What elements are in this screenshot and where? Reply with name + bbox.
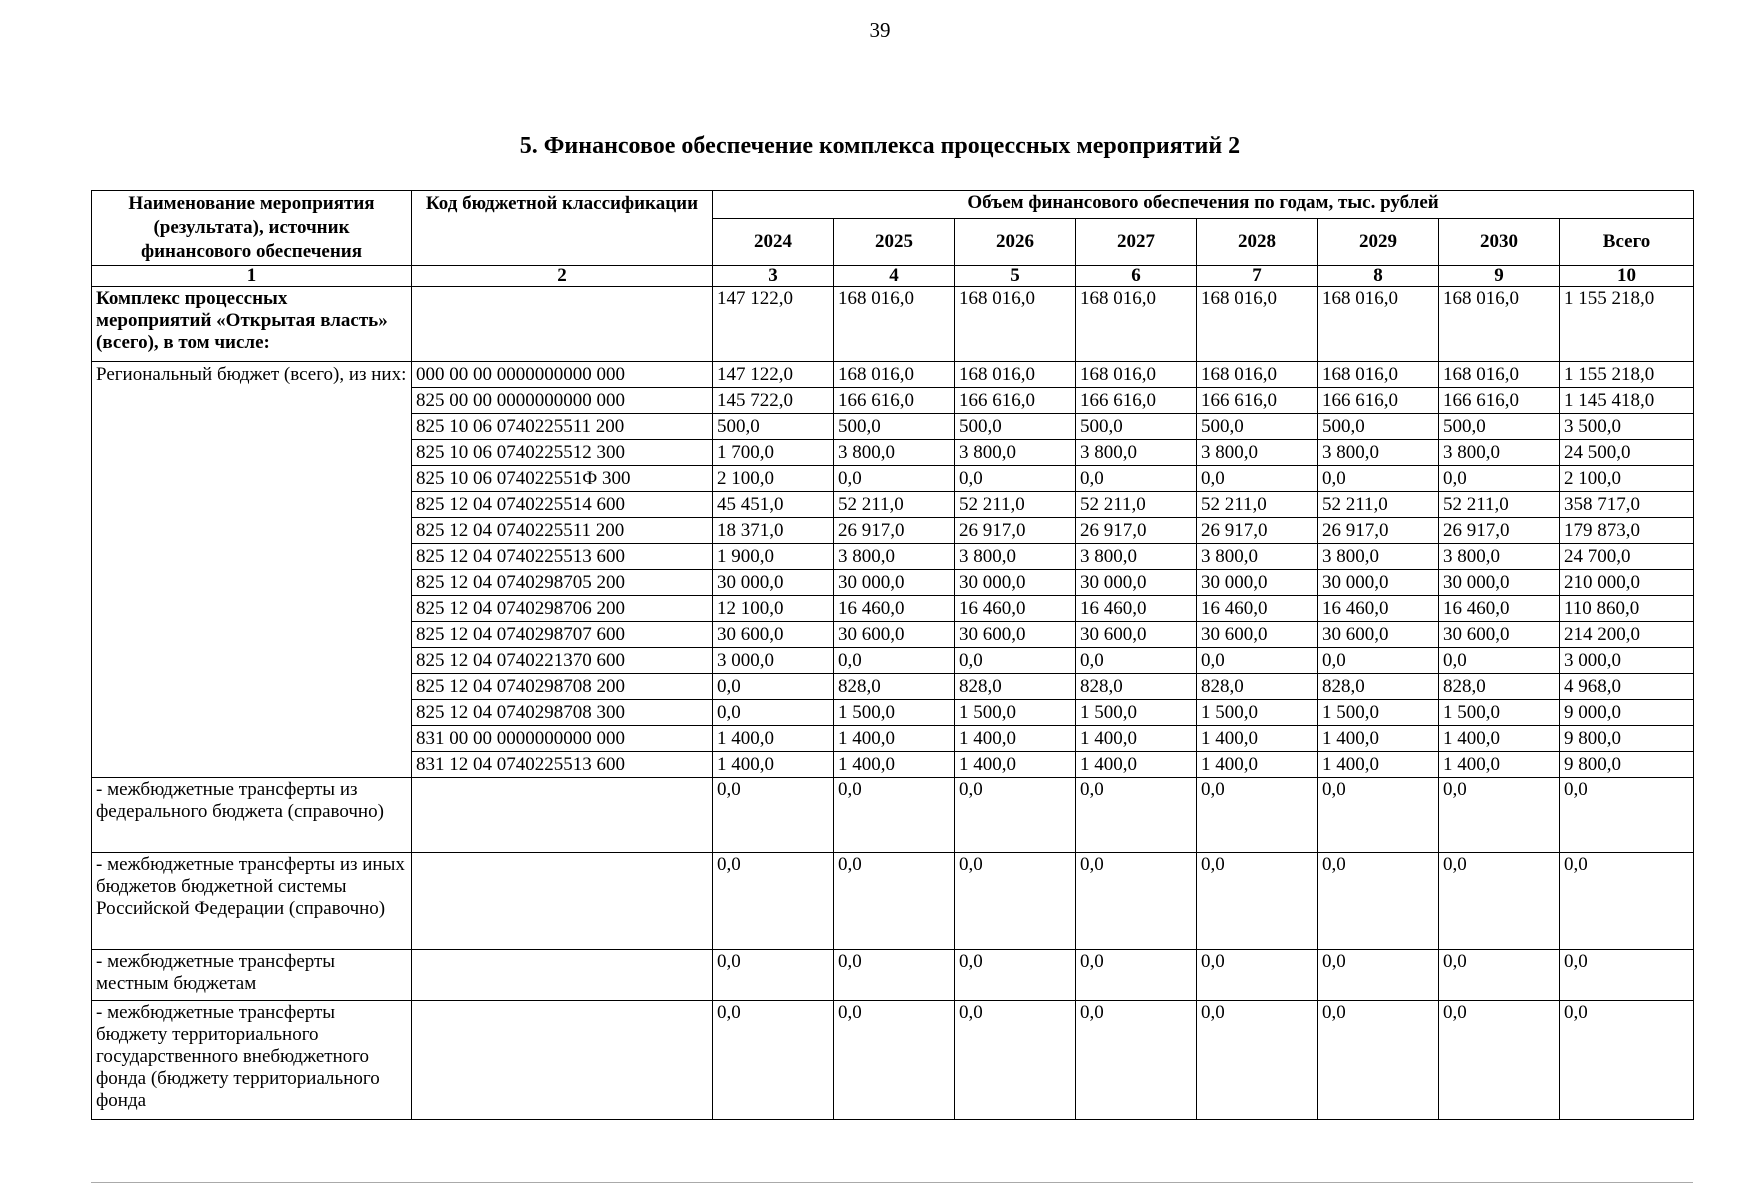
value-cell: 24 700,0 xyxy=(1560,544,1694,570)
budget-code: 831 00 00 0000000000 000 xyxy=(412,726,713,752)
value-cell: 18 371,0 xyxy=(713,518,834,544)
value-cell: 45 451,0 xyxy=(713,492,834,518)
value-cell: 3 800,0 xyxy=(1076,544,1197,570)
value-cell: 26 917,0 xyxy=(955,518,1076,544)
value-cell: 168 016,0 xyxy=(1076,287,1197,362)
value-cell: 166 616,0 xyxy=(1076,388,1197,414)
column-number: 1 xyxy=(92,266,412,287)
table-row xyxy=(92,362,1694,388)
budget-code: 825 12 04 0740298707 600 xyxy=(412,622,713,648)
value-cell: 500,0 xyxy=(834,414,955,440)
value-cell: 0,0 xyxy=(1318,466,1439,492)
value-cell: 1 400,0 xyxy=(1318,726,1439,752)
value-cell: 500,0 xyxy=(1197,414,1318,440)
value-cell: 0,0 xyxy=(1076,853,1197,950)
value-cell: 0,0 xyxy=(1197,950,1318,1001)
value-cell: 0,0 xyxy=(1076,1001,1197,1120)
transfer-name: - межбюджетные трансферты из иных бюджетов бюджетной системы Российской Федерации (справочно) xyxy=(92,853,412,950)
value-cell: 500,0 xyxy=(1318,414,1439,440)
value-cell: 0,0 xyxy=(1439,778,1560,853)
value-cell: 500,0 xyxy=(713,414,834,440)
budget-code: 825 12 04 0740225511 200 xyxy=(412,518,713,544)
column-number: 5 xyxy=(955,266,1076,287)
value-cell: 16 460,0 xyxy=(1318,596,1439,622)
value-cell: 210 000,0 xyxy=(1560,570,1694,596)
value-cell: 0,0 xyxy=(955,853,1076,950)
value-cell: 1 500,0 xyxy=(1439,700,1560,726)
value-cell: 0,0 xyxy=(1439,1001,1560,1120)
complex-name: Комплекс процессных мероприятий «Открытая власть» (всего), в том числе: xyxy=(92,287,412,362)
budget-code: 000 00 00 0000000000 000 xyxy=(412,362,713,388)
header-name: Наименование мероприятия (результата), источник финансового обеспечения xyxy=(92,191,412,266)
value-cell: 166 616,0 xyxy=(1318,388,1439,414)
value-cell: 30 600,0 xyxy=(1197,622,1318,648)
value-cell: 0,0 xyxy=(834,950,955,1001)
value-cell: 145 722,0 xyxy=(713,388,834,414)
value-cell: 0,0 xyxy=(1076,466,1197,492)
value-cell: 1 500,0 xyxy=(955,700,1076,726)
value-cell: 0,0 xyxy=(1318,853,1439,950)
value-cell: 0,0 xyxy=(1439,466,1560,492)
budget-code: 825 12 04 0740298708 200 xyxy=(412,674,713,700)
value-cell: 0,0 xyxy=(955,648,1076,674)
value-cell: 30 600,0 xyxy=(1076,622,1197,648)
value-cell: 3 800,0 xyxy=(955,440,1076,466)
value-cell: 30 600,0 xyxy=(1318,622,1439,648)
value-cell: 9 800,0 xyxy=(1560,726,1694,752)
value-cell: 168 016,0 xyxy=(1318,362,1439,388)
value-cell: 0,0 xyxy=(713,853,834,950)
value-cell: 9 000,0 xyxy=(1560,700,1694,726)
budget-code: 825 10 06 0740225512 300 xyxy=(412,440,713,466)
value-cell: 0,0 xyxy=(1439,648,1560,674)
value-cell: 0,0 xyxy=(1560,950,1694,1001)
transfer-row xyxy=(92,950,1694,1001)
header-year: 2029 xyxy=(1318,219,1439,266)
value-cell: 1 400,0 xyxy=(834,752,955,778)
value-cell: 168 016,0 xyxy=(1439,287,1560,362)
value-cell: 26 917,0 xyxy=(1197,518,1318,544)
value-cell: 3 800,0 xyxy=(955,544,1076,570)
budget-code: 825 10 06 074022551Ф 300 xyxy=(412,466,713,492)
value-cell: 3 800,0 xyxy=(834,544,955,570)
value-cell: 1 400,0 xyxy=(1439,726,1560,752)
value-cell: 0,0 xyxy=(955,466,1076,492)
value-cell: 1 400,0 xyxy=(955,752,1076,778)
value-cell: 3 800,0 xyxy=(1318,544,1439,570)
value-cell: 0,0 xyxy=(1439,950,1560,1001)
value-cell: 166 616,0 xyxy=(955,388,1076,414)
value-cell: 1 500,0 xyxy=(1197,700,1318,726)
value-cell: 0,0 xyxy=(955,778,1076,853)
value-cell: 30 000,0 xyxy=(955,570,1076,596)
code-cell-empty xyxy=(412,950,713,1001)
value-cell: 0,0 xyxy=(713,674,834,700)
value-cell: 3 800,0 xyxy=(1318,440,1439,466)
value-cell: 0,0 xyxy=(834,1001,955,1120)
code-cell-empty xyxy=(412,778,713,853)
header-year: 2027 xyxy=(1076,219,1197,266)
value-cell: 168 016,0 xyxy=(834,287,955,362)
transfer-name: - межбюджетные трансферты бюджету территориального государственного внебюджетного фонда (бюджету территориального фонда xyxy=(92,1001,412,1120)
header-volume: Объем финансового обеспечения по годам, тыс. рублей xyxy=(713,191,1694,219)
value-cell: 30 000,0 xyxy=(713,570,834,596)
value-cell: 52 211,0 xyxy=(955,492,1076,518)
value-cell: 0,0 xyxy=(1197,1001,1318,1120)
value-cell: 0,0 xyxy=(834,853,955,950)
value-cell: 0,0 xyxy=(1076,648,1197,674)
value-cell: 168 016,0 xyxy=(1439,362,1560,388)
value-cell: 0,0 xyxy=(1197,778,1318,853)
transfer-row xyxy=(92,853,1694,950)
value-cell: 0,0 xyxy=(1197,648,1318,674)
value-cell: 26 917,0 xyxy=(1439,518,1560,544)
header-year: 2030 xyxy=(1439,219,1560,266)
value-cell: 0,0 xyxy=(834,466,955,492)
value-cell: 16 460,0 xyxy=(1439,596,1560,622)
value-cell: 168 016,0 xyxy=(1197,287,1318,362)
code-cell-empty xyxy=(412,1001,713,1120)
value-cell: 0,0 xyxy=(955,950,1076,1001)
value-cell: 1 400,0 xyxy=(1197,752,1318,778)
value-cell: 0,0 xyxy=(1318,648,1439,674)
value-cell: 3 800,0 xyxy=(1439,544,1560,570)
value-cell: 30 000,0 xyxy=(1076,570,1197,596)
header-code: Код бюджетной классификации xyxy=(412,191,713,266)
value-cell: 168 016,0 xyxy=(955,362,1076,388)
value-cell: 214 200,0 xyxy=(1560,622,1694,648)
value-cell: 168 016,0 xyxy=(834,362,955,388)
column-number: 7 xyxy=(1197,266,1318,287)
value-cell: 0,0 xyxy=(713,1001,834,1120)
value-cell: 0,0 xyxy=(1560,853,1694,950)
value-cell: 828,0 xyxy=(1318,674,1439,700)
value-cell: 0,0 xyxy=(1197,466,1318,492)
value-cell: 30 600,0 xyxy=(713,622,834,648)
value-cell: 3 800,0 xyxy=(1439,440,1560,466)
value-cell: 168 016,0 xyxy=(1076,362,1197,388)
value-cell: 3 500,0 xyxy=(1560,414,1694,440)
value-cell: 1 400,0 xyxy=(1076,752,1197,778)
value-cell: 52 211,0 xyxy=(1318,492,1439,518)
budget-code: 825 12 04 0740225514 600 xyxy=(412,492,713,518)
value-cell: 30 000,0 xyxy=(1197,570,1318,596)
value-cell: 828,0 xyxy=(955,674,1076,700)
value-cell: 52 211,0 xyxy=(1197,492,1318,518)
value-cell: 16 460,0 xyxy=(1197,596,1318,622)
value-cell: 1 900,0 xyxy=(713,544,834,570)
value-cell: 1 400,0 xyxy=(955,726,1076,752)
budget-code: 825 00 00 0000000000 000 xyxy=(412,388,713,414)
value-cell: 24 500,0 xyxy=(1560,440,1694,466)
value-cell: 828,0 xyxy=(834,674,955,700)
value-cell: 0,0 xyxy=(1197,853,1318,950)
value-cell: 30 600,0 xyxy=(955,622,1076,648)
value-cell: 1 155 218,0 xyxy=(1560,362,1694,388)
column-number: 6 xyxy=(1076,266,1197,287)
value-cell: 828,0 xyxy=(1439,674,1560,700)
value-cell: 500,0 xyxy=(1439,414,1560,440)
value-cell: 0,0 xyxy=(1318,1001,1439,1120)
budget-code: 825 12 04 0740298708 300 xyxy=(412,700,713,726)
value-cell: 26 917,0 xyxy=(1318,518,1439,544)
value-cell: 1 500,0 xyxy=(834,700,955,726)
value-cell: 500,0 xyxy=(1076,414,1197,440)
financing-table xyxy=(91,190,1694,1120)
code-cell-empty xyxy=(412,853,713,950)
value-cell: 52 211,0 xyxy=(1076,492,1197,518)
value-cell: 30 000,0 xyxy=(834,570,955,596)
value-cell: 0,0 xyxy=(834,648,955,674)
value-cell: 110 860,0 xyxy=(1560,596,1694,622)
value-cell: 1 500,0 xyxy=(1076,700,1197,726)
value-cell: 2 100,0 xyxy=(713,466,834,492)
budget-code: 831 12 04 0740225513 600 xyxy=(412,752,713,778)
budget-code: 825 12 04 0740298706 200 xyxy=(412,596,713,622)
transfer-name: - межбюджетные трансферты местным бюджетам xyxy=(92,950,412,1001)
value-cell: 1 400,0 xyxy=(1197,726,1318,752)
column-number: 10 xyxy=(1560,266,1694,287)
value-cell: 0,0 xyxy=(1439,853,1560,950)
column-number: 2 xyxy=(412,266,713,287)
page-number: 39 xyxy=(869,18,891,42)
value-cell: 828,0 xyxy=(1197,674,1318,700)
value-cell: 0,0 xyxy=(1076,778,1197,853)
value-cell: 1 400,0 xyxy=(713,752,834,778)
column-number: 3 xyxy=(713,266,834,287)
value-cell: 0,0 xyxy=(1560,1001,1694,1120)
value-cell: 1 155 218,0 xyxy=(1560,287,1694,362)
value-cell: 147 122,0 xyxy=(713,362,834,388)
value-cell: 0,0 xyxy=(713,950,834,1001)
value-cell: 3 800,0 xyxy=(1197,440,1318,466)
header-year: 2024 xyxy=(713,219,834,266)
value-cell: 1 400,0 xyxy=(834,726,955,752)
header-year: 2026 xyxy=(955,219,1076,266)
value-cell: 12 100,0 xyxy=(713,596,834,622)
value-cell: 1 400,0 xyxy=(1439,752,1560,778)
value-cell: 1 400,0 xyxy=(1318,752,1439,778)
transfer-row xyxy=(92,1001,1694,1120)
value-cell: 0,0 xyxy=(1318,778,1439,853)
value-cell: 358 717,0 xyxy=(1560,492,1694,518)
value-cell: 3 000,0 xyxy=(1560,648,1694,674)
header-year: 2028 xyxy=(1197,219,1318,266)
budget-code: 825 12 04 0740221370 600 xyxy=(412,648,713,674)
value-cell: 500,0 xyxy=(955,414,1076,440)
budget-code: 825 12 04 0740225513 600 xyxy=(412,544,713,570)
value-cell: 52 211,0 xyxy=(1439,492,1560,518)
header-total: Всего xyxy=(1560,219,1694,266)
value-cell: 166 616,0 xyxy=(834,388,955,414)
value-cell: 3 800,0 xyxy=(834,440,955,466)
value-cell: 168 016,0 xyxy=(955,287,1076,362)
column-number: 9 xyxy=(1439,266,1560,287)
budget-code: 825 12 04 0740298705 200 xyxy=(412,570,713,596)
value-cell: 30 600,0 xyxy=(834,622,955,648)
value-cell: 52 211,0 xyxy=(834,492,955,518)
value-cell: 16 460,0 xyxy=(955,596,1076,622)
value-cell: 166 616,0 xyxy=(1439,388,1560,414)
value-cell: 168 016,0 xyxy=(1197,362,1318,388)
value-cell: 0,0 xyxy=(1076,950,1197,1001)
regional-budget-name: Региональный бюджет (всего), из них: xyxy=(92,362,412,778)
header-year: 2025 xyxy=(834,219,955,266)
value-cell: 3 800,0 xyxy=(1076,440,1197,466)
value-cell: 1 400,0 xyxy=(1076,726,1197,752)
value-cell: 3 000,0 xyxy=(713,648,834,674)
value-cell: 30 000,0 xyxy=(1439,570,1560,596)
value-cell: 166 616,0 xyxy=(1197,388,1318,414)
transfer-row xyxy=(92,778,1694,853)
complex-total-row xyxy=(92,287,1694,362)
value-cell: 0,0 xyxy=(834,778,955,853)
value-cell: 168 016,0 xyxy=(1318,287,1439,362)
value-cell: 1 145 418,0 xyxy=(1560,388,1694,414)
value-cell: 1 700,0 xyxy=(713,440,834,466)
value-cell: 4 968,0 xyxy=(1560,674,1694,700)
value-cell: 26 917,0 xyxy=(1076,518,1197,544)
value-cell: 0,0 xyxy=(1318,950,1439,1001)
value-cell: 26 917,0 xyxy=(834,518,955,544)
value-cell: 0,0 xyxy=(713,700,834,726)
value-cell: 2 100,0 xyxy=(1560,466,1694,492)
value-cell: 828,0 xyxy=(1076,674,1197,700)
budget-code: 825 10 06 0740225511 200 xyxy=(412,414,713,440)
value-cell: 3 800,0 xyxy=(1197,544,1318,570)
column-number: 4 xyxy=(834,266,955,287)
transfer-name: - межбюджетные трансферты из федерального бюджета (справочно) xyxy=(92,778,412,853)
value-cell: 0,0 xyxy=(713,778,834,853)
value-cell: 147 122,0 xyxy=(713,287,834,362)
value-cell: 16 460,0 xyxy=(1076,596,1197,622)
value-cell: 30 000,0 xyxy=(1318,570,1439,596)
value-cell: 1 400,0 xyxy=(713,726,834,752)
code-cell-empty xyxy=(412,287,713,362)
page-bottom-divider xyxy=(91,1182,1693,1183)
section-title: 5. Финансовое обеспечение комплекса процессных мероприятий 2 xyxy=(519,133,1241,159)
value-cell: 179 873,0 xyxy=(1560,518,1694,544)
value-cell: 16 460,0 xyxy=(834,596,955,622)
column-number: 8 xyxy=(1318,266,1439,287)
value-cell: 30 600,0 xyxy=(1439,622,1560,648)
value-cell: 9 800,0 xyxy=(1560,752,1694,778)
value-cell: 0,0 xyxy=(1560,778,1694,853)
value-cell: 0,0 xyxy=(955,1001,1076,1120)
value-cell: 1 500,0 xyxy=(1318,700,1439,726)
